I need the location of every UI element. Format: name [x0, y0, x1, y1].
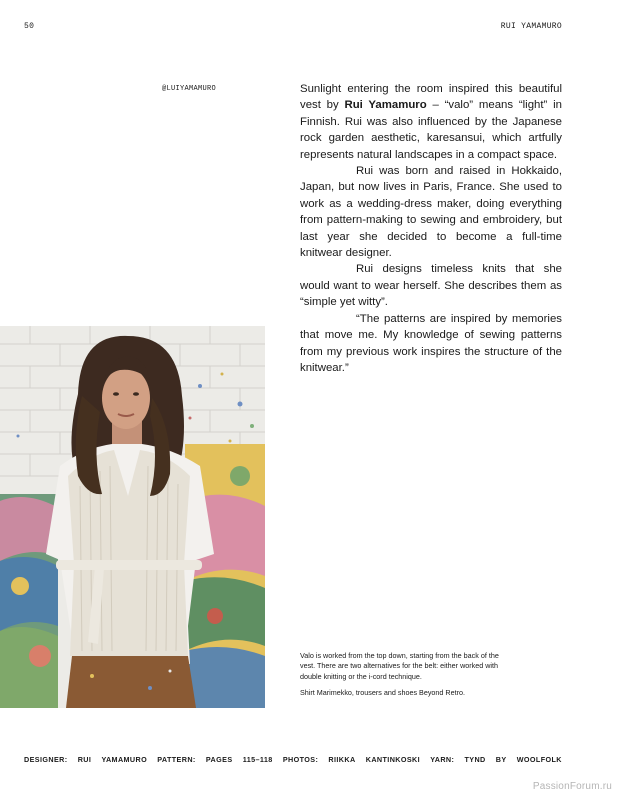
designer-portrait-photo	[0, 326, 265, 708]
credit-word: RIIKKA	[328, 755, 356, 764]
credit-word: WOOLFOLK	[516, 755, 562, 764]
paragraph-background: Rui was born and raised in Hokkaido, Japan, but now lives in Paris, France. She used to work as a wedding-dress maker, doing everything from pattern-making to sewing and embroidery, but last year she decided to become a full-time knitwear designer.	[300, 165, 562, 260]
photo-caption	[300, 651, 505, 699]
credit-word: PHOTOS:	[282, 755, 319, 764]
credit-word: BY	[495, 755, 507, 764]
credit-word: 115–118	[242, 755, 273, 764]
running-head: RUI YAMAMURO	[500, 22, 562, 31]
instagram-handle: @LUIYAMAMURO	[162, 85, 217, 93]
designer-name-bold: Rui Yamamuro	[344, 99, 427, 112]
credit-word: YAMAMURO	[101, 755, 148, 764]
paragraph-intro: Sunlight entering the room inspired this beautiful vest by Rui Yamamuro – “valo” means “light” in Finnish. Rui was also influenced by the Japanese rock garden aesthetic, karesansui, which artfully represents natural landscapes in a compact space.	[300, 83, 562, 161]
credit-word: YARN:	[430, 755, 455, 764]
credit-word: PAGES	[205, 755, 233, 764]
watermark: PassionForum.ru	[532, 781, 612, 792]
credit-word: TYND	[464, 755, 486, 764]
credits-bar	[24, 755, 562, 764]
article-body	[300, 81, 562, 376]
credit-word: PATTERN:	[157, 755, 196, 764]
paragraph-quote: “The patterns are inspired by memories that move me. My knowledge of sewing patterns from my previous work inspires the structure of the knitwear.”	[300, 312, 562, 374]
page-number: 50	[24, 22, 35, 31]
credit-word: RUI	[77, 755, 92, 764]
paragraph-style: Rui designs timeless knits that she would want to wear herself. She describes them as “simple yet witty”.	[300, 263, 562, 309]
credit-word: KANTINKOSKI	[365, 755, 421, 764]
credit-word: DESIGNER:	[24, 755, 68, 764]
caption-construction: Valo is worked from the top down, starting from the back of the vest. There are two alternatives for the belt: either worked with double knitting or the i-cord technique.	[300, 651, 499, 681]
caption-clothing-credits: Shirt Marimekko, trousers and shoes Beyond Retro.	[300, 688, 465, 698]
